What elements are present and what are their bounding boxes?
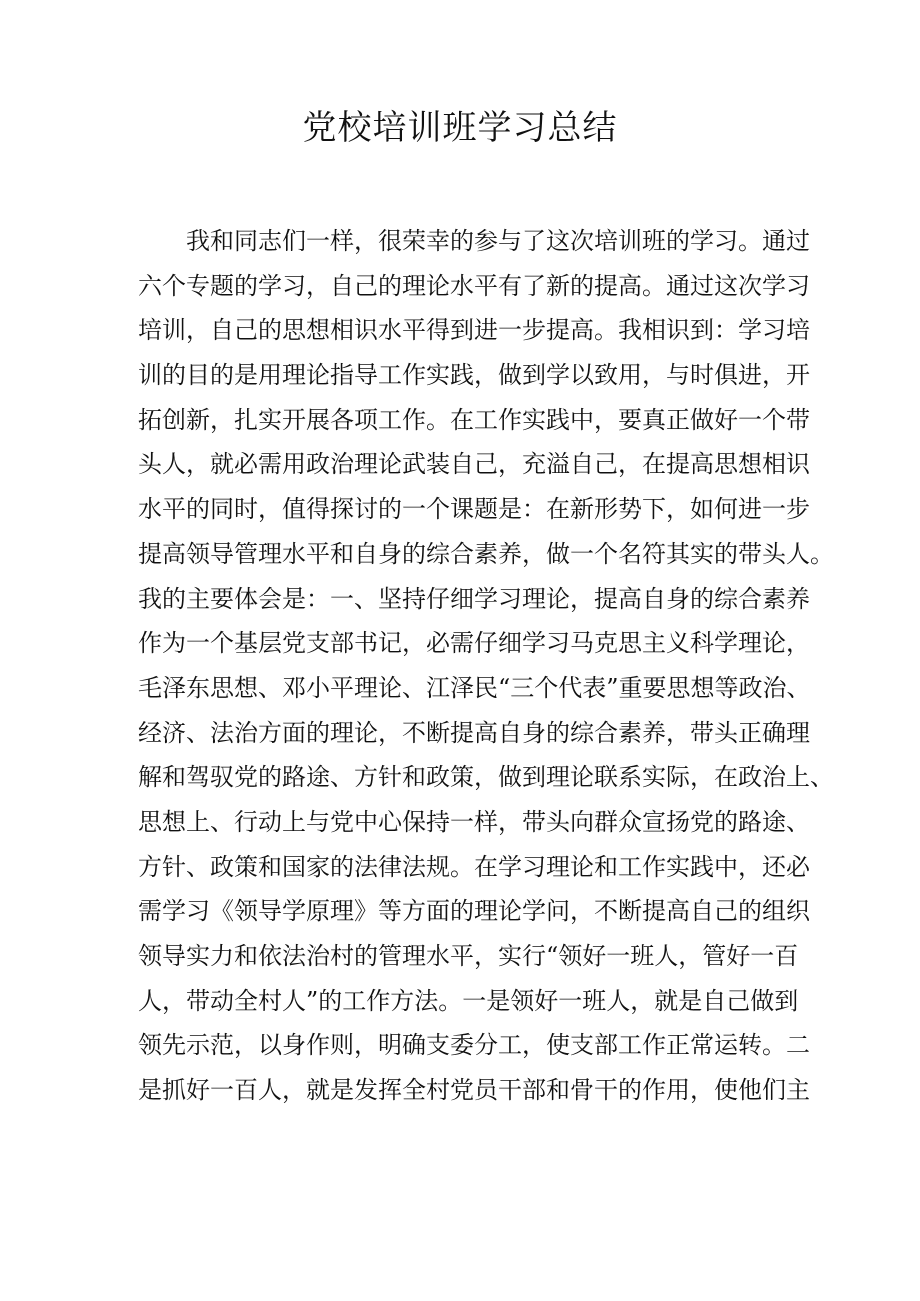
body-line: 毛泽东思想、邓小平理论、江泽民“三个代表”重要思想等政治、 [138, 673, 811, 702]
body-line: 思想上、行动上与党中心保持一样，带头向群众宣扬党的路途、 [138, 807, 810, 836]
body-line: 需学习《领导学原理》等方面的理论学问，不断提高自己的组织 [138, 897, 810, 926]
body-line: 水平的同时，值得探讨的一个课题是：在新形势下，如何进一步 [138, 495, 810, 524]
body-line: 提高领导管理水平和自身的综合素养，做一个名符其实的带头人。 [138, 539, 834, 568]
body-line: 我和同志们一样，很荣幸的参与了这次培训班的学习。通过 [186, 227, 810, 255]
body-line: 我的主要体会是：一、坚持仔细学习理论，提高自身的综合素养 [138, 584, 810, 613]
document-title: 党校培训班学习总结 [302, 108, 618, 148]
body-line: 方针、政策和国家的法律法规。在学习理论和工作实践中，还必 [138, 852, 810, 881]
body-line: 是抓好一百人，就是发挥全村党员干部和骨干的作用，使他们主 [138, 1076, 810, 1105]
body-line: 人，带动全村人”的工作方法。一是领好一班人，就是自己做到 [138, 986, 799, 1015]
body-line: 拓创新，扎实开展各项工作。在工作实践中，要真正做好一个带 [138, 405, 810, 434]
body-line: 经济、法治方面的理论，不断提高自身的综合素养，带头正确理 [138, 718, 810, 747]
document-body [138, 219, 834, 1113]
body-line: 六个专题的学习，自己的理论水平有了新的提高。通过这次学习 [138, 271, 810, 300]
body-line: 领导实力和依法治村的管理水平，实行“领好一班人，管好一百 [138, 942, 799, 970]
body-line: 解和驾驭党的路途、方针和政策，做到理论联系实际，在政治上、 [138, 763, 834, 792]
body-line: 培训，自己的思想相识水平得到进一步提高。我相识到：学习培 [138, 316, 810, 345]
body-line: 训的目的是用理论指导工作实践，做到学以致用，与时俱进，开 [138, 361, 810, 390]
body-line: 作为一个基层党支部书记，必需仔细学习马克思主义科学理论， [138, 629, 810, 658]
body-line: 头人，就必需用政治理论武装自己，充溢自己，在提高思想相识 [138, 450, 810, 479]
body-line: 领先示范，以身作则，明确支委分工，使支部工作正常运转。二 [138, 1031, 810, 1060]
